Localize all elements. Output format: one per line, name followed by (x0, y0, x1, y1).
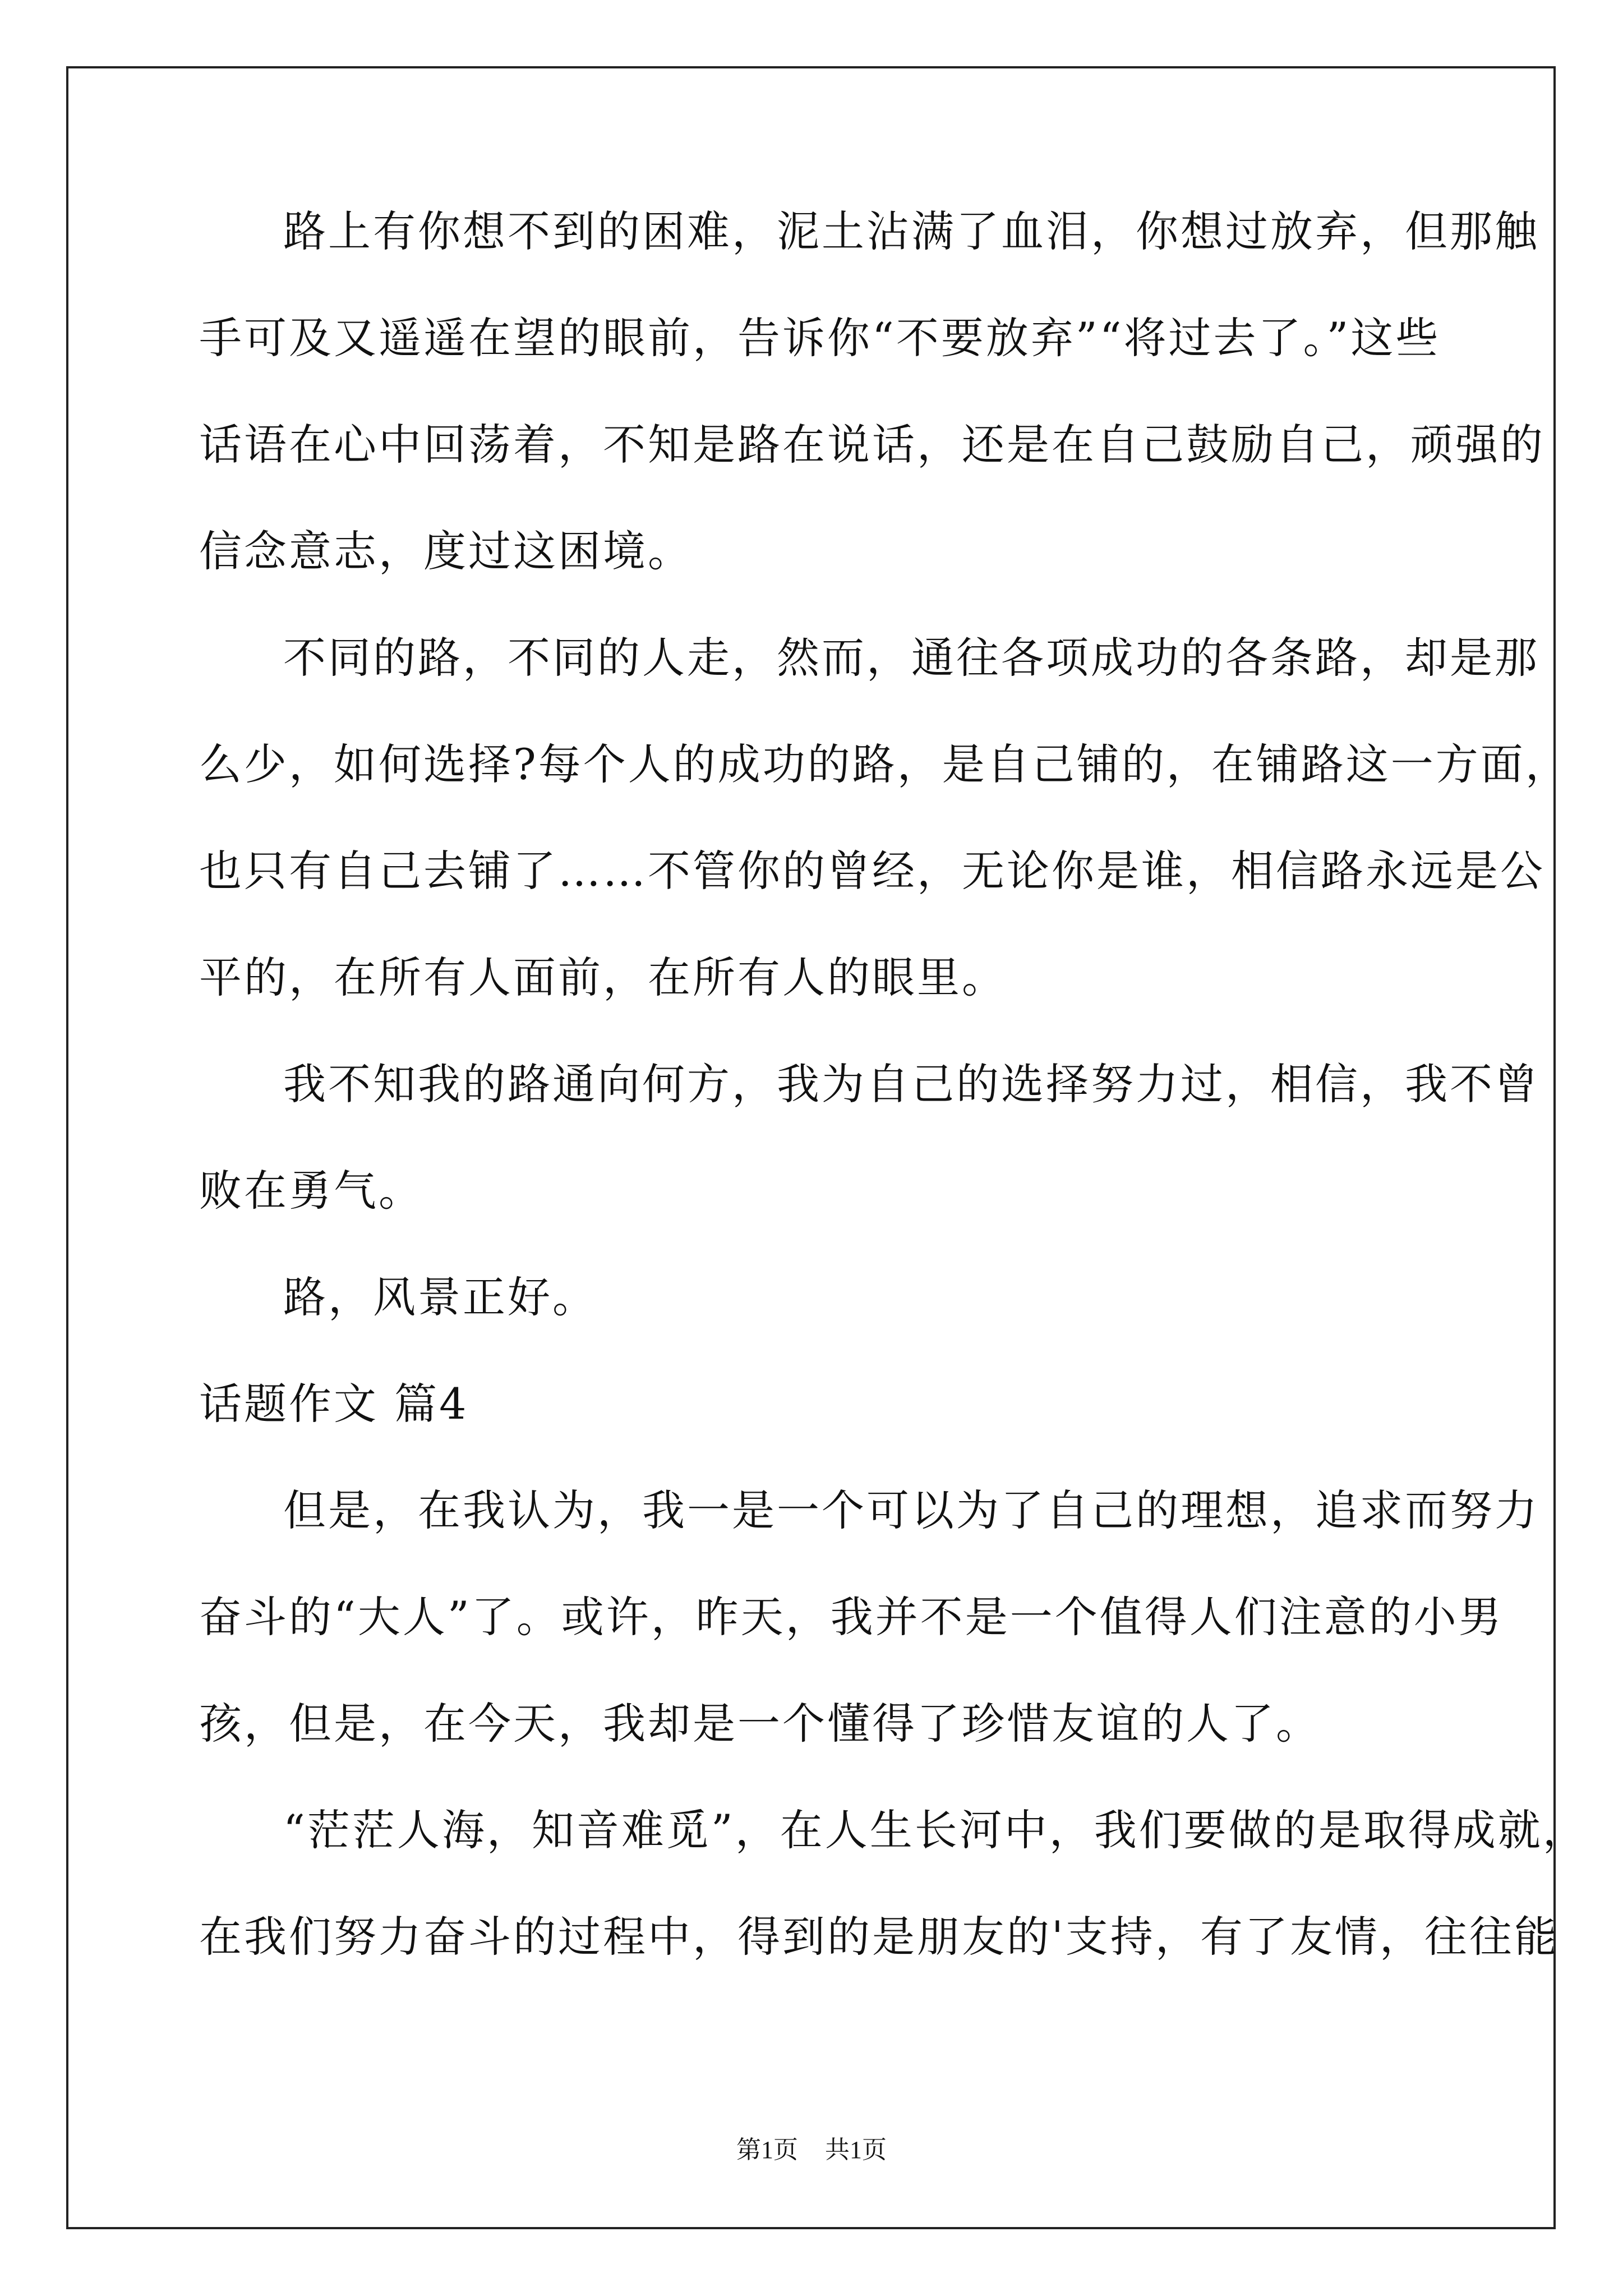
paragraph-line: 么少，如何选择?每个人的成功的路，是自己铺的，在铺路这一方面， (199, 739, 1570, 789)
paragraph-line: 我不知我的路通向何方，我为自己的选择努力过，相信，我不曾 (283, 1059, 1539, 1109)
paragraph-line: “茫茫人海，知音难觅”，在人生长河中，我们要做的是取得成就， (283, 1805, 1588, 1855)
paragraph-line: 也只有自己去铺了……不管你的曾经，无论你是谁，相信路永远是公 (199, 846, 1545, 896)
paragraph-line: 话语在心中回荡着，不知是路在说话，还是在自己鼓励自己，顽强的 (199, 420, 1545, 470)
page-total: 共1页 (825, 2136, 887, 2164)
paragraph-line: 路上有你想不到的困难，泥土沾满了血泪，你想过放弃，但那触 (283, 206, 1539, 256)
paragraph-line: 奋斗的“大人”了。或许，昨天，我并不是一个值得人们注意的小男 (199, 1592, 1504, 1642)
page-border (66, 66, 1556, 2229)
paragraph-line: 信念意志，度过这困境。 (199, 526, 693, 576)
paragraph-line: 但是，在我认为，我一是一个可以为了自己的理想，追求而努力 (283, 1485, 1539, 1535)
page-number: 第1页 (736, 2136, 798, 2164)
paragraph-line: 手可及又遥遥在望的眼前，告诉你“不要放弃”“将过去了。”这些 (199, 313, 1441, 363)
paragraph-line: 路，风景正好。 (283, 1272, 597, 1322)
paragraph-line: 在我们努力奋斗的过程中，得到的是朋友的'支持，有了友情，往往能 (199, 1912, 1559, 1962)
paragraph-line: 败在勇气。 (199, 1166, 423, 1216)
paragraph-line: 不同的路，不同的人走，然而，通往各项成功的各条路，却是那 (283, 633, 1539, 683)
paragraph-line: 平的，在所有人面前，在所有人的眼里。 (199, 953, 1007, 1002)
paragraph-line: 孩，但是，在今天，我却是一个懂得了珍惜友谊的人了。 (199, 1699, 1321, 1749)
section-heading: 话题作文 篇4 (199, 1379, 469, 1429)
page-footer (0, 2134, 1623, 2166)
